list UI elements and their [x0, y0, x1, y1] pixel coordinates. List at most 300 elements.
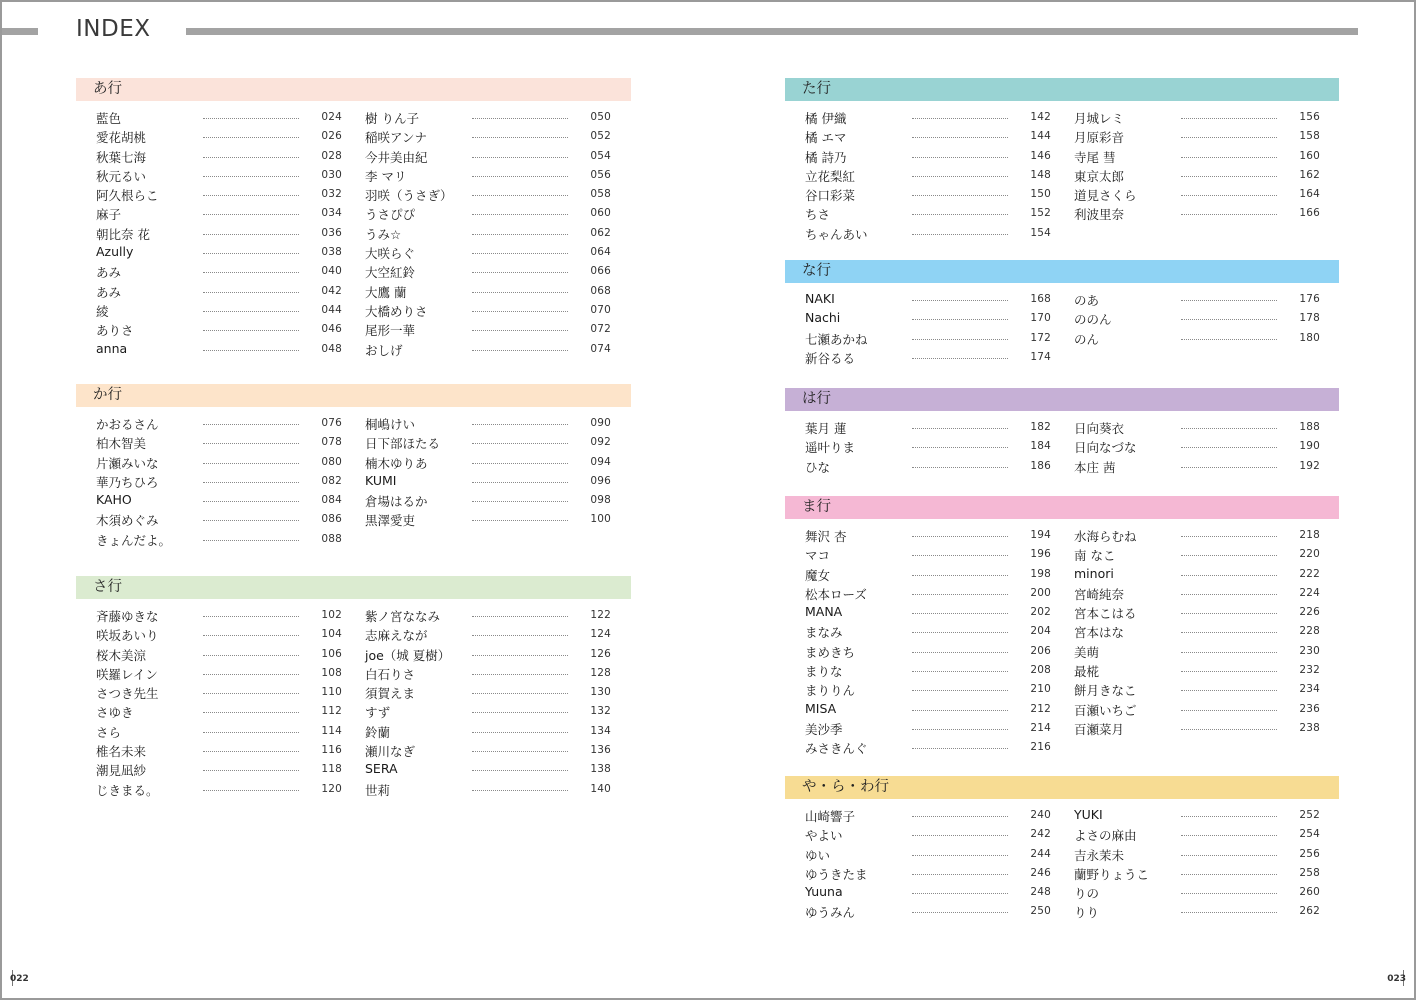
index-entry	[345, 319, 613, 338]
index-entry	[345, 740, 613, 759]
entry-name: anna	[96, 340, 128, 356]
index-entry	[1054, 544, 1322, 563]
page-border-top	[0, 0, 1416, 2]
entry-name: おしげ	[365, 342, 403, 358]
dot-leader	[912, 300, 1008, 301]
index-entry	[1054, 417, 1322, 436]
entry-name: ひな	[805, 459, 831, 475]
index-entry	[1054, 583, 1322, 602]
dot-leader	[472, 635, 568, 636]
entry-page: 202	[1030, 606, 1051, 619]
index-entry	[345, 165, 613, 184]
entry-name: 立花梨紅	[805, 168, 856, 184]
dot-leader	[472, 732, 568, 733]
dot-leader	[472, 195, 568, 196]
entry-page: 076	[321, 417, 342, 429]
dot-leader	[203, 482, 299, 483]
entry-page: 240	[1030, 809, 1051, 821]
entry-page: 176	[1299, 293, 1320, 305]
entry-name: 南 なこ	[1074, 548, 1116, 564]
entry-name: 尾形一華	[365, 323, 416, 339]
entry-name: MISA	[805, 700, 837, 716]
entry-name: KAHO	[96, 492, 132, 508]
index-entry	[785, 660, 1053, 679]
entry-name: のん	[1074, 331, 1100, 347]
entry-name: まりな	[805, 664, 843, 680]
entry-page: 200	[1030, 586, 1051, 599]
dot-leader	[472, 330, 568, 331]
index-column	[785, 805, 1053, 921]
index-entry	[76, 452, 344, 471]
dot-leader	[1181, 300, 1277, 301]
entry-name: 朝比奈 花	[96, 226, 150, 242]
entry-name: 遥叶りま	[805, 440, 856, 456]
entry-page: 244	[1030, 847, 1051, 860]
dot-leader	[472, 118, 568, 119]
entry-page: 220	[1299, 548, 1320, 561]
entry-name: NAKI	[805, 291, 835, 306]
index-entry	[76, 203, 344, 222]
index-entry	[76, 261, 344, 280]
entry-name: 志麻えなが	[365, 628, 428, 644]
index-entry	[1054, 525, 1322, 544]
entry-name: MANA	[805, 604, 843, 620]
entry-page: 254	[1299, 828, 1320, 841]
entry-name: ありさ	[96, 323, 134, 339]
entry-name: ちゃんあい	[805, 226, 868, 242]
dot-leader	[1181, 671, 1277, 672]
dot-leader	[1181, 912, 1277, 913]
dot-leader	[203, 157, 299, 158]
index-entry	[1054, 308, 1322, 327]
dot-leader	[203, 540, 299, 541]
dot-leader	[203, 463, 299, 464]
entry-name: 橘 エマ	[805, 130, 847, 146]
entry-page: 110	[321, 686, 342, 699]
dot-leader	[912, 729, 1008, 730]
entry-page: 164	[1299, 188, 1320, 201]
dot-leader	[203, 443, 299, 444]
entry-name: Yuuna	[805, 884, 843, 900]
index-entry	[1054, 882, 1322, 901]
entry-page: 146	[1030, 149, 1051, 162]
entry-page: 190	[1299, 440, 1320, 453]
dot-leader	[1181, 137, 1277, 138]
entry-page: 228	[1299, 625, 1320, 638]
index-entry	[76, 490, 344, 509]
entry-page: 030	[321, 168, 342, 181]
entry-name: 日下部ほたる	[365, 436, 441, 452]
index-column	[785, 417, 1053, 475]
entry-page: 250	[1030, 905, 1051, 918]
entry-name: 大鷹 蘭	[365, 284, 407, 300]
index-entry	[1054, 901, 1322, 920]
entry-name: 阿久根らこ	[96, 188, 159, 204]
index-entry	[1054, 165, 1322, 184]
index-entry	[785, 544, 1053, 563]
index-entry	[76, 413, 344, 432]
dot-leader	[912, 195, 1008, 196]
index-entry	[785, 203, 1053, 222]
entry-page: 206	[1030, 644, 1051, 657]
entry-name: さゆき	[96, 705, 134, 721]
index-entry	[76, 682, 344, 701]
dot-leader	[203, 292, 299, 293]
index-entry	[785, 146, 1053, 165]
index-column	[785, 107, 1053, 242]
entry-name: 木須めぐみ	[96, 513, 159, 529]
section-header: か行	[76, 384, 631, 407]
dot-leader	[472, 424, 568, 425]
entry-name: 水海らむね	[1074, 529, 1137, 544]
entry-page: 168	[1030, 293, 1051, 305]
dot-leader	[912, 428, 1008, 429]
entry-name: 愛花胡桃	[96, 130, 147, 146]
dot-leader	[203, 674, 299, 675]
index-entry	[345, 721, 613, 740]
index-entry	[1054, 203, 1322, 222]
entry-name: 月原彩音	[1074, 130, 1125, 146]
dot-leader	[1181, 118, 1277, 119]
entry-name: 松本ローズ	[805, 586, 867, 602]
entry-page: 144	[1030, 130, 1051, 143]
entry-name: 餅月きなこ	[1074, 683, 1137, 699]
index-entry	[345, 300, 613, 319]
index-entry	[76, 605, 344, 624]
dot-leader	[912, 137, 1008, 138]
dot-leader	[912, 855, 1008, 856]
entry-page: 096	[590, 474, 611, 487]
entry-name: みさきんぐ	[805, 741, 868, 757]
entry-name: 須賀えま	[365, 686, 416, 702]
entry-page: 060	[590, 207, 611, 220]
entry-page: 154	[1030, 226, 1051, 239]
entry-page: 090	[590, 417, 611, 429]
entry-page: 138	[590, 763, 611, 776]
entry-page: 108	[321, 666, 342, 679]
entry-name: joe（城 夏樹）	[365, 647, 451, 663]
index-entry	[785, 328, 1053, 347]
entry-page: 034	[321, 207, 342, 220]
dot-leader	[472, 693, 568, 694]
entry-page: 132	[590, 705, 611, 718]
index-entry	[785, 456, 1053, 475]
entry-page: 058	[590, 188, 611, 201]
entry-page: 224	[1299, 586, 1320, 599]
entry-name: あみ	[96, 265, 122, 281]
dot-leader	[1181, 467, 1277, 468]
entry-page: 068	[590, 284, 611, 297]
dot-leader	[912, 234, 1008, 235]
entry-name: 片瀬みいな	[96, 455, 159, 471]
index-entry	[76, 509, 344, 528]
entry-page: 120	[321, 782, 342, 795]
index-entry	[76, 300, 344, 319]
dot-leader	[912, 118, 1008, 119]
entry-name: かおるさん	[96, 417, 159, 432]
dot-leader	[472, 157, 568, 158]
dot-leader	[472, 482, 568, 483]
index-entry	[785, 583, 1053, 602]
entry-page: 242	[1030, 828, 1051, 841]
entry-name: 橘 詩乃	[805, 149, 847, 165]
entry-page: 258	[1299, 866, 1320, 879]
index-entry	[785, 844, 1053, 863]
entry-name: 最椛	[1074, 664, 1100, 680]
dot-leader	[912, 874, 1008, 875]
entry-page: 084	[321, 494, 342, 507]
index-entry	[345, 242, 613, 261]
entry-name: 月城レミ	[1074, 111, 1125, 126]
dot-leader	[203, 176, 299, 177]
index-entry	[76, 223, 344, 242]
index-entry	[1054, 824, 1322, 843]
entry-page: 188	[1299, 421, 1320, 433]
entry-page: 044	[321, 303, 342, 316]
index-entry	[345, 605, 613, 624]
index-entry	[785, 621, 1053, 640]
entry-page: 172	[1030, 331, 1051, 344]
dot-leader	[912, 447, 1008, 448]
index-entry	[76, 281, 344, 300]
section-ya-ra-wa-row	[785, 776, 1339, 921]
dot-leader	[912, 710, 1008, 711]
entry-name: 大橋めりさ	[365, 303, 428, 319]
title-rule-right	[186, 28, 1358, 35]
dot-leader	[912, 319, 1008, 320]
entry-page: 142	[1030, 111, 1051, 123]
entry-name: ゆうきたま	[805, 866, 868, 882]
entry-page: 100	[590, 513, 611, 526]
section-na-row	[785, 260, 1339, 366]
index-entry	[1054, 602, 1322, 621]
entry-page: 236	[1299, 702, 1320, 715]
entry-name: Azully	[96, 244, 134, 260]
entry-name: 美沙季	[805, 721, 843, 737]
entry-name: 山崎響子	[805, 809, 856, 824]
entry-name: マコ	[805, 548, 831, 564]
entry-name: 舞沢 杏	[805, 529, 847, 544]
index-entry	[785, 737, 1053, 756]
page-border-left	[0, 0, 2, 1000]
index-entry	[345, 490, 613, 509]
index-entry	[1054, 126, 1322, 145]
entry-page: 088	[321, 532, 342, 545]
entry-page: 212	[1030, 702, 1051, 715]
entry-name: じきまる。	[96, 782, 159, 798]
entry-page: 218	[1299, 529, 1320, 541]
entry-name: minori	[1074, 565, 1114, 581]
dot-leader	[203, 501, 299, 502]
index-entry	[76, 242, 344, 261]
index-entry	[785, 417, 1053, 436]
entry-name: 百瀬いちご	[1074, 702, 1137, 718]
entry-page: 210	[1030, 683, 1051, 696]
dot-leader	[472, 350, 568, 351]
entry-name: 羽咲（うさぎ）	[365, 188, 453, 204]
entry-name: 鈴蘭	[365, 724, 391, 740]
entry-name: 黒澤愛吏	[365, 513, 416, 529]
index-entry	[345, 452, 613, 471]
entry-name: りの	[1074, 886, 1100, 902]
dot-leader	[472, 311, 568, 312]
dot-leader	[203, 616, 299, 617]
index-entry	[345, 413, 613, 432]
index-entry	[345, 107, 613, 126]
entry-name: 華乃ちひろ	[96, 474, 159, 490]
dot-leader	[203, 272, 299, 273]
dot-leader	[472, 520, 568, 521]
entry-name: 秋元るい	[96, 168, 147, 184]
index-entry	[76, 701, 344, 720]
index-entry	[76, 644, 344, 663]
dot-leader	[203, 712, 299, 713]
index-entry	[345, 203, 613, 222]
entry-name: 道見さくら	[1074, 188, 1137, 204]
entry-page: 102	[321, 609, 342, 621]
index-entry	[345, 644, 613, 663]
entry-page: 182	[1030, 421, 1051, 433]
entry-page: 130	[590, 686, 611, 699]
index-entry	[345, 509, 613, 528]
entry-page: 152	[1030, 207, 1051, 220]
index-entry	[1054, 844, 1322, 863]
dot-leader	[1181, 816, 1277, 817]
dot-leader	[1181, 835, 1277, 836]
entry-name: KUMI	[365, 472, 397, 488]
entry-name: 宮本はな	[1074, 625, 1125, 641]
index-entry	[1054, 146, 1322, 165]
index-entry	[1054, 456, 1322, 475]
index-column	[785, 525, 1053, 757]
entry-name: 椎名未来	[96, 744, 147, 760]
entry-page: 082	[321, 474, 342, 487]
dot-leader	[912, 176, 1008, 177]
entry-name: まりりん	[805, 683, 856, 699]
dot-leader	[472, 292, 568, 293]
entry-name: さら	[96, 724, 122, 740]
entry-page: 158	[1299, 130, 1320, 143]
dot-leader	[912, 912, 1008, 913]
dot-leader	[203, 655, 299, 656]
index-entry	[345, 701, 613, 720]
dot-leader	[912, 652, 1008, 653]
entry-page: 032	[321, 188, 342, 201]
dot-leader	[912, 893, 1008, 894]
entry-name: ちさ	[805, 207, 831, 223]
entry-page: 256	[1299, 847, 1320, 860]
entry-name: SERA	[365, 761, 398, 777]
entry-name: まめきち	[805, 644, 856, 660]
dot-leader	[472, 501, 568, 502]
entry-page: 072	[590, 323, 611, 336]
entry-page: 150	[1030, 188, 1051, 201]
index-entry	[1054, 621, 1322, 640]
dot-leader	[1181, 428, 1277, 429]
index-entry	[76, 126, 344, 145]
section-ha-row	[785, 388, 1339, 475]
entry-name: 白石りさ	[365, 666, 416, 682]
entry-page: 262	[1299, 905, 1320, 918]
entry-name: ののん	[1074, 312, 1112, 328]
dot-leader	[203, 424, 299, 425]
dot-leader	[1181, 319, 1277, 320]
index-entry	[1054, 184, 1322, 203]
entry-page: 192	[1299, 459, 1320, 472]
index-entry	[76, 721, 344, 740]
index-entry	[76, 107, 344, 126]
index-entry	[345, 663, 613, 682]
dot-leader	[1181, 690, 1277, 691]
entry-name: 美萌	[1074, 644, 1100, 660]
dot-leader	[472, 674, 568, 675]
entry-page: 078	[321, 436, 342, 449]
index-column	[76, 413, 344, 548]
entry-name: まなみ	[805, 625, 843, 641]
dot-leader	[472, 443, 568, 444]
dot-leader	[912, 816, 1008, 817]
dot-leader	[472, 751, 568, 752]
index-entry	[345, 223, 613, 242]
dot-leader	[203, 693, 299, 694]
dot-leader	[472, 790, 568, 791]
dot-leader	[472, 463, 568, 464]
entry-name: 潮見凪紗	[96, 763, 147, 779]
entry-page: 092	[590, 436, 611, 449]
entry-name: 麻子	[96, 207, 122, 223]
index-entry	[785, 901, 1053, 920]
entry-name: 紫ノ宮ななみ	[365, 609, 441, 624]
dot-leader	[912, 575, 1008, 576]
index-entry	[1054, 436, 1322, 455]
entry-name: 橘 伊織	[805, 111, 847, 126]
entry-name: きょんだよ。	[96, 532, 172, 548]
entry-name: 李 マリ	[365, 168, 407, 184]
dot-leader	[912, 467, 1008, 468]
entry-page: 052	[590, 130, 611, 143]
dot-leader	[1181, 157, 1277, 158]
entry-name: よさの麻由	[1074, 828, 1137, 844]
entry-page: 112	[321, 705, 342, 718]
dot-leader	[203, 350, 299, 351]
entry-page: 116	[321, 744, 342, 757]
entry-name: 宮崎純奈	[1074, 586, 1125, 602]
index-entry	[345, 779, 613, 798]
dot-leader	[472, 214, 568, 215]
entry-name: 百瀬菜月	[1074, 721, 1125, 737]
entry-name: 吉永茉未	[1074, 847, 1125, 863]
entry-name: やよい	[805, 828, 843, 844]
dot-leader	[912, 835, 1008, 836]
dot-leader	[912, 748, 1008, 749]
index-column	[345, 413, 613, 548]
dot-leader	[472, 712, 568, 713]
entry-page: 208	[1030, 664, 1051, 677]
entry-page: 118	[321, 763, 342, 776]
dot-leader	[1181, 214, 1277, 215]
index-column	[785, 289, 1053, 366]
dot-leader	[1181, 195, 1277, 196]
entry-name: 魔女	[805, 567, 831, 583]
index-entry	[785, 641, 1053, 660]
dot-leader	[1181, 613, 1277, 614]
entry-page: 230	[1299, 644, 1320, 657]
entry-name: Nachi	[805, 310, 841, 326]
dot-leader	[1181, 176, 1277, 177]
entry-name: のあ	[1074, 293, 1100, 308]
dot-leader	[203, 770, 299, 771]
dot-leader	[203, 751, 299, 752]
